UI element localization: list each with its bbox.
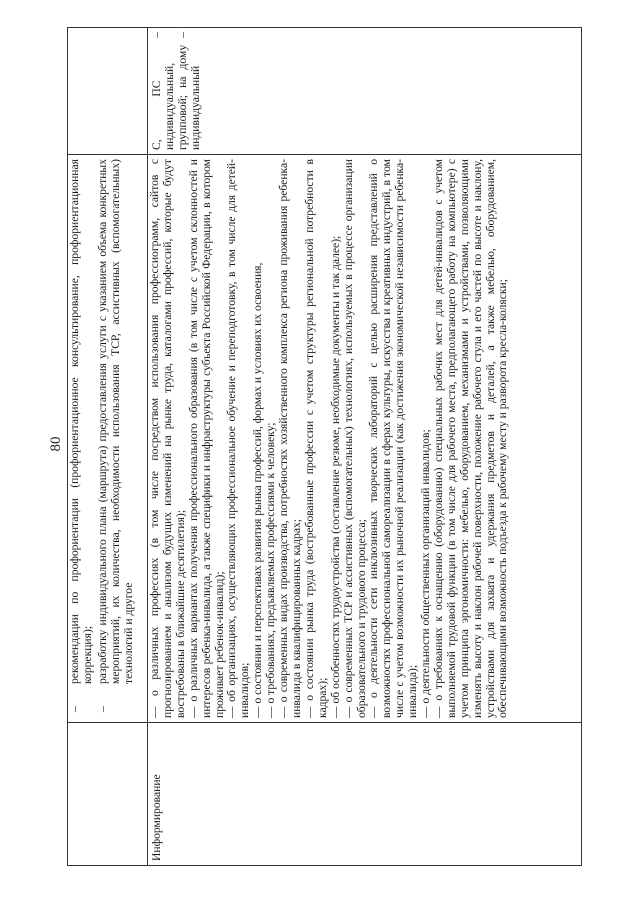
- page-number: 80: [48, 436, 64, 452]
- list-item: — о требованиях, предъявляемых профессиями к человеку;: [264, 422, 278, 718]
- table-row: [148, 28, 582, 866]
- recipient-form-text: С, ПС – индивидуальный, групповой; на дому – индивидуальный: [150, 32, 202, 150]
- recipient-form-cell: [148, 28, 582, 155]
- service-type-label: Информирование: [150, 774, 163, 861]
- recipient-form-cell: [68, 28, 148, 155]
- list-item-text: разработку индивидуального плана (маршрута) предоставления услуги с указанием объема конкретных мероприятий, их количества, необходимости использования ТСР, ассистивных (вспомогательных) технологий и другое: [95, 159, 135, 684]
- service-type-cell: [148, 723, 582, 866]
- list-item: — о различных профессиях (в том числе посредством использования профессиограмм, сайтов с прогнозированием и анализом будущих изменений на рынке труда, каталогами профессий, которые будут востребованы в ближайшие десятилетия);: [148, 159, 187, 718]
- service-type-cell: [68, 723, 148, 866]
- list-item: — о требованиях к оснащению (оборудованию) специальных рабочих мест для детей-инвалидов с учетом выполняемой трудовой функции (в том числе для рабочего места, предполагающего работу на компьютере) с учетом принципа эргономичности: мебелью, оборудованием, механизмами и устройствами, позволяющими изменять высоту и наклон рабочей поверхности, положение рабочего стула и его частей по высоте и наклону, устройствами для захвата и удержания предметов и деталей, а также мебелью, оборудованием, обеспечивающими возможность подъезда к рабочему месту и разворота кресла-коляски;: [431, 159, 510, 718]
- list-item: [69, 159, 95, 718]
- service-content-cell: [148, 155, 582, 723]
- service-content-cell: [68, 155, 148, 723]
- list-item: — о деятельности общественных организаций инвалидов;: [419, 429, 433, 718]
- list-item: — об особенностях трудоустройства (составление резюме, необходимые документы и так далее);: [328, 235, 342, 718]
- list-item: [97, 159, 136, 718]
- list-item: — о различных вариантах получения профессионального образования (в том числе с учетом склонностей и интересов ребенка-инвалида, а также специфики и инфраструктуры субъекта Российской Федерации, в котором проживает ребенок-инвалид);: [186, 159, 226, 718]
- bullet-dash: –: [68, 706, 81, 712]
- list-item: — о современных видах производства, потребностях хозяйственного комплекса региона проживания ребенка-инвалида в квалифицированных кадрах;: [277, 159, 303, 718]
- service-type-label: [68, 723, 74, 865]
- rotated-table-container: [67, 31, 581, 866]
- bullet-dash: –: [95, 706, 109, 712]
- list-item: — о деятельности сети инклюзивных творческих лабораторий с целью расширения представлений о возможностях профессиональной самореализации в сферах культуры, искусства и креативных индустрий, в том числе с учетом возможности их рыночной реализации (как достижения экономической независимости ребенка-инвалида);: [367, 159, 420, 718]
- table-row: [68, 28, 148, 866]
- list-item: — об организациях, осуществляющих профессиональное обучение и переподготовку, в том числе для детей-инвалидов;: [225, 159, 252, 718]
- list-item-text: рекомендации по профориентации (профориентационное консультирование, профориентационная коррекция);: [68, 159, 94, 684]
- list-item: — о состоянии рынка труда (востребованные профессии с учетом структуры региональной потребности в кадрах);: [302, 159, 329, 718]
- rehabilitation-services-table: [67, 27, 582, 866]
- recipient-form-text: [68, 28, 74, 154]
- list-item: — о состоянии и перспективах развития рынка профессий, формах и условиях их освоения,: [251, 262, 265, 718]
- list-item: — о современных ТСР и ассистивных (вспомогательных) технологиях, используемых в процессе организации образовательного и трудового процесса;: [341, 159, 368, 718]
